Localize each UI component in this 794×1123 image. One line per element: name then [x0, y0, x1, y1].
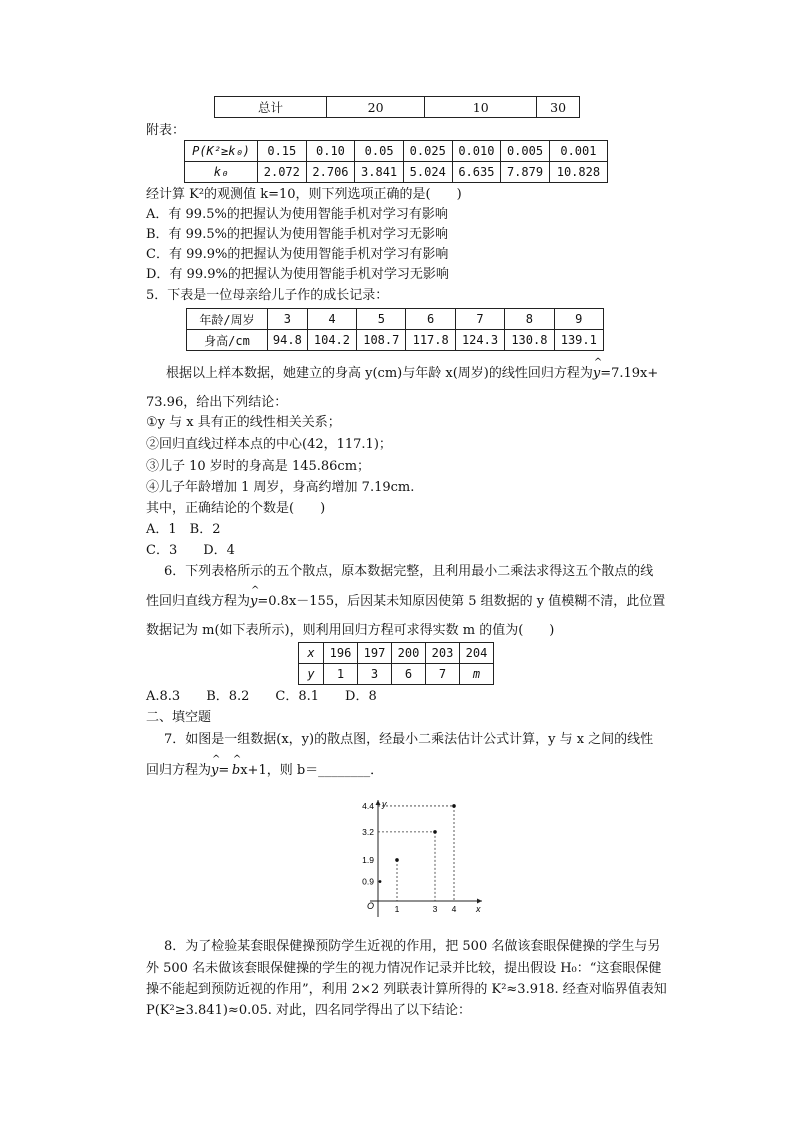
q6-line2-text: 性回归直线方程为: [146, 594, 251, 609]
table-cell: 0.025: [403, 141, 452, 162]
table-cell: 0.05: [355, 141, 404, 162]
q5-options-cd: C．3 D．4: [146, 543, 235, 558]
table-cell: 108.7: [357, 330, 406, 351]
q6-table: [298, 642, 494, 685]
q6-line2-eq: =0.8x－155，后因某未知原因使第 5 组数据的 y 值模糊不清，此位置: [257, 594, 666, 609]
table-cell: 4: [307, 309, 356, 330]
section-heading: 二、填空题: [146, 710, 212, 725]
q8-line3: 操不能起到预防近视的作用”，利用 2×2 列联表计算所得的 K²≈3.918. 经查对临界值表知: [146, 982, 667, 997]
table-cell: 204: [460, 643, 494, 664]
x-axis-label: x: [476, 904, 481, 914]
q5-conclusion-4: ④儿子年龄增加 1 周岁，身高约增加 7.19cm.: [146, 480, 415, 495]
table-cell: 3: [268, 309, 308, 330]
table-cell: 7.879: [501, 162, 550, 183]
x-axis-arrow-icon: [477, 899, 482, 904]
table-row: [185, 162, 608, 183]
x-tick-label: 1: [394, 904, 400, 914]
x-tick-label: 4: [451, 904, 457, 914]
total-col2: 10: [425, 97, 537, 118]
table-cell: 3: [358, 664, 392, 685]
y-axis-label: y: [382, 799, 387, 809]
q6-line1: 6．下列表格所示的五个散点，原本数据完整，且利用最小二乘法求得这五个散点的线: [164, 564, 654, 579]
y-tick-label: 0.9: [362, 876, 374, 887]
data-point: [433, 830, 437, 834]
table-cell: 7: [426, 664, 460, 685]
q6-line2: [146, 593, 665, 611]
q5-conclusion-1: ①y 与 x 具有正的线性相关关系；: [146, 415, 341, 430]
q5-conclusion-2: ②回归直线过样本点的中心(42，117.1)；: [146, 437, 392, 452]
table-cell: k₀: [185, 162, 258, 183]
y-axis-marker: [379, 880, 382, 883]
q5-line2: 73.96，给出下列结论：: [146, 395, 288, 410]
table-cell: 9: [554, 309, 603, 330]
table-cell: 身高/cm: [187, 330, 268, 351]
table-cell: 0.001: [549, 141, 607, 162]
table-cell: 1: [324, 664, 358, 685]
table-cell: 2.706: [306, 162, 355, 183]
q4-option-d: D．有 99.9%的把握认为使用智能手机对学习无影响: [146, 267, 449, 282]
total-col1: 20: [327, 97, 425, 118]
q4-option-c: C．有 99.9%的把握认为使用智能手机对学习有影响: [146, 247, 449, 262]
q6-yhat: ^ y: [250, 593, 257, 611]
q5-conclusion-3: ③儿子 10 岁时的身高是 145.86cm；: [146, 459, 371, 474]
q5-yhat: ^ y: [593, 365, 600, 383]
table-cell: 6: [406, 309, 455, 330]
q5-stem: 5．下表是一位母亲给儿子作的成长记录：: [146, 288, 389, 303]
table-cell: 5: [357, 309, 406, 330]
total-col3: 30: [537, 97, 580, 118]
q5-regression-line: [166, 365, 658, 383]
q8-line1: 8．为了检验某套眼保健操预防学生近视的作用，把 500 名做该套眼保健操的学生与另: [164, 939, 661, 954]
scatter-layer: [362, 801, 456, 914]
table-cell: 200: [392, 643, 426, 664]
q7-eq-sign: =: [218, 763, 230, 778]
q8-line2: 外 500 名未做该套眼保健操的学生的视力情况作记录并比较，提出假设 H₀：“这套眼保健: [146, 961, 662, 976]
q4-stem: 经计算 K²的观测值 k=10，则下列选项正确的是( ): [146, 187, 462, 202]
table-cell: 8: [505, 309, 554, 330]
table-cell: 0.010: [452, 141, 501, 162]
q8-line4: P(K²≥3.841)≈0.05. 对此，四名同学得出了以下结论：: [146, 1003, 472, 1018]
table-cell: 203: [426, 643, 460, 664]
data-point: [452, 804, 456, 808]
table-cell: x: [299, 643, 324, 664]
table-cell: 10.828: [549, 162, 607, 183]
q7-line1: 7．如图是一组数据(x，y)的散点图，经最小二乘法估计公式计算，y 与 x 之间的线性: [164, 732, 654, 747]
table-cell: 130.8: [505, 330, 554, 351]
table-row: [299, 664, 494, 685]
table-cell: P(K²≥k₀): [185, 141, 258, 162]
table-row: [187, 330, 604, 351]
table-cell: 7: [455, 309, 504, 330]
q4-option-a: A．有 99.5%的把握认为使用智能手机对学习有影响: [146, 207, 448, 222]
y-tick-label: 1.9: [362, 854, 374, 865]
appendix-table: [184, 140, 608, 183]
table-cell: y: [299, 664, 324, 685]
q5-line1-eq: =7.19x+: [600, 366, 659, 381]
q4-option-b: B．有 99.5%的把握认为使用智能手机对学习无影响: [146, 227, 448, 242]
q5-line1-text: 根据以上样本数据，她建立的身高 y(cm)与年龄 x(周岁)的线性回归方程为: [166, 366, 593, 381]
table-cell: 年龄/周岁: [187, 309, 268, 330]
table-cell: 0.10: [306, 141, 355, 162]
q7-line2-text: 回归方程为: [146, 763, 212, 778]
q5-ask: 其中，正确结论的个数是( ): [146, 501, 326, 516]
y-axis-arrow-icon: [376, 800, 381, 805]
table-cell: 6.635: [452, 162, 501, 183]
table-cell: 5.024: [403, 162, 452, 183]
table-cell: 0.15: [258, 141, 307, 162]
table-cell: 196: [324, 643, 358, 664]
q5-options-ab: A．1 B．2: [146, 522, 221, 537]
table-cell: 104.2: [307, 330, 356, 351]
table-row: [187, 309, 604, 330]
total-label: 总计: [215, 97, 327, 118]
y-tick-label: 4.4: [362, 800, 374, 811]
y-tick-label: 3.2: [362, 826, 374, 837]
table-cell: 3.841: [355, 162, 404, 183]
table-cell: 2.072: [258, 162, 307, 183]
scatter-plot: [340, 795, 490, 920]
table-cell: 139.1: [554, 330, 603, 351]
q6-line3: 数据记为 m(如下表所示)，则利用回归方程可求得实数 m 的值为( ): [146, 623, 555, 638]
q7-line2: [146, 762, 383, 780]
table-cell: 197: [358, 643, 392, 664]
appendix-label: 附表：: [146, 123, 186, 138]
top-summary-table: [214, 96, 580, 118]
table-cell: 94.8: [268, 330, 308, 351]
growth-table: [186, 308, 604, 351]
table-cell: m: [460, 664, 494, 685]
q7-line2-tail: x+1，则 b＝________．: [240, 763, 384, 778]
q7-yhat: ^ y: [211, 762, 218, 780]
table-cell: 6: [392, 664, 426, 685]
table-cell: 0.005: [501, 141, 550, 162]
table-cell: 124.3: [455, 330, 504, 351]
origin-label: O: [367, 901, 375, 911]
q7-bhat: ^ b: [232, 762, 240, 780]
q6-options: A.8.3 B．8.2 C．8.1 D．8: [146, 689, 377, 704]
table-cell: 117.8: [406, 330, 455, 351]
table-row: [299, 643, 494, 664]
x-tick-label: 3: [432, 904, 438, 914]
data-point: [395, 858, 399, 862]
table-row: [185, 141, 608, 162]
